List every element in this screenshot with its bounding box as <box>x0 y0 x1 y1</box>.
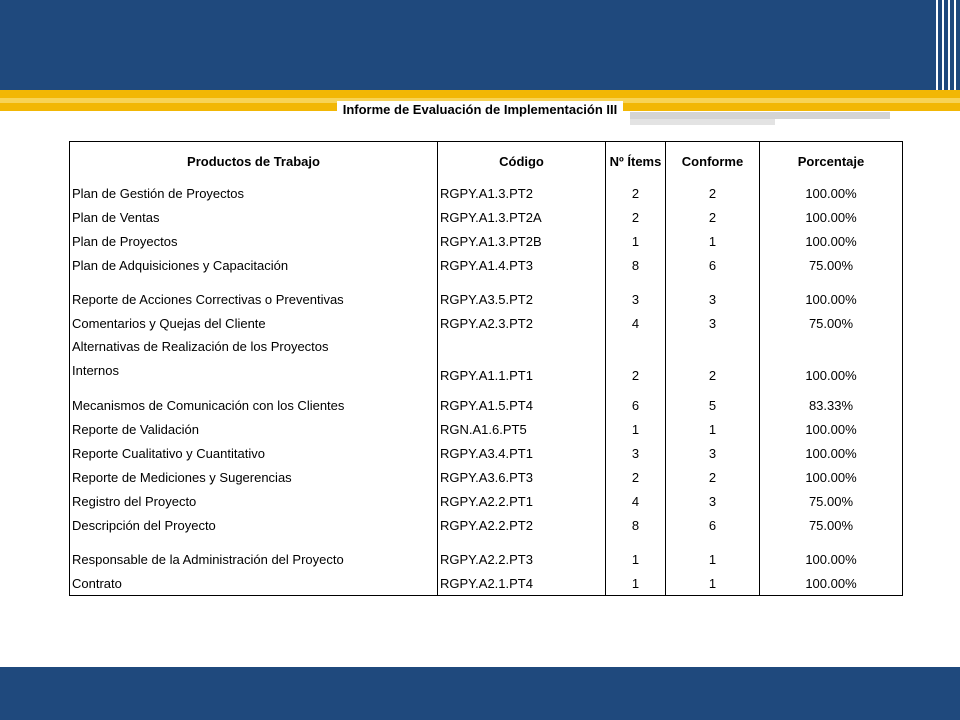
evaluation-table <box>69 141 903 596</box>
title-container <box>0 101 960 119</box>
items-cell: 2 <box>606 181 666 205</box>
conform-cell: 6 <box>666 253 760 277</box>
percentage-cell: 100.00% <box>760 335 903 383</box>
percentage-cell: 100.00% <box>760 417 903 441</box>
conform-cell: 2 <box>666 181 760 205</box>
code-cell: RGPY.A1.3.PT2A <box>438 205 606 229</box>
percentage-cell: 100.00% <box>760 465 903 489</box>
table-row <box>70 229 903 253</box>
table-row <box>70 181 903 205</box>
code-cell: RGPY.A2.2.PT3 <box>438 537 606 571</box>
code-cell: RGPY.A2.3.PT2 <box>438 311 606 335</box>
code-cell: RGPY.A2.2.PT2 <box>438 513 606 537</box>
code-cell: RGPY.A3.6.PT3 <box>438 465 606 489</box>
table-row <box>70 513 903 537</box>
code-cell: RGPY.A3.5.PT2 <box>438 277 606 311</box>
product-cell: Reporte Cualitativo y Cuantitativo <box>72 445 265 461</box>
percentage-cell: 75.00% <box>760 513 903 537</box>
code-cell: RGPY.A1.1.PT1 <box>438 335 606 383</box>
product-cell: Plan de Proyectos <box>72 233 178 249</box>
percentage-cell: 100.00% <box>760 205 903 229</box>
header-percentage: Porcentaje <box>760 142 903 182</box>
conform-cell: 1 <box>666 537 760 571</box>
items-cell: 8 <box>606 513 666 537</box>
items-cell: 1 <box>606 229 666 253</box>
product-cell: Reporte de Acciones Correctivas o Preventivas <box>72 291 344 307</box>
table-row <box>70 571 903 596</box>
conform-cell: 1 <box>666 417 760 441</box>
table-row <box>70 441 903 465</box>
product-cell: Plan de Ventas <box>72 209 160 225</box>
header-code: Código <box>438 142 606 182</box>
table-row <box>70 417 903 441</box>
product-cell: Mecanismos de Comunicación con los Clientes <box>72 397 345 413</box>
gray-accent-bar <box>630 119 775 125</box>
conform-cell: 2 <box>666 335 760 383</box>
table-row <box>70 489 903 513</box>
code-cell: RGN.A1.6.PT5 <box>438 417 606 441</box>
conform-cell: 2 <box>666 205 760 229</box>
product-cell: Registro del Proyecto <box>72 493 197 509</box>
header-products: Productos de Trabajo <box>187 154 320 169</box>
percentage-cell: 100.00% <box>760 571 903 596</box>
table-row <box>70 465 903 489</box>
code-cell: RGPY.A1.5.PT4 <box>438 383 606 417</box>
items-cell: 2 <box>606 335 666 383</box>
percentage-cell: 100.00% <box>760 441 903 465</box>
percentage-cell: 100.00% <box>760 181 903 205</box>
product-line: Alternativas de Realización de los Proyectos <box>72 339 329 354</box>
percentage-cell: 75.00% <box>760 489 903 513</box>
items-cell: 1 <box>606 537 666 571</box>
items-cell: 6 <box>606 383 666 417</box>
product-cell <box>70 335 438 383</box>
product-cell: Contrato <box>72 575 122 591</box>
conform-cell: 1 <box>666 571 760 596</box>
percentage-cell: 100.00% <box>760 537 903 571</box>
header-band <box>0 0 960 90</box>
table-row <box>70 205 903 229</box>
percentage-cell: 83.33% <box>760 383 903 417</box>
code-cell: RGPY.A2.2.PT1 <box>438 489 606 513</box>
table-row <box>70 383 903 417</box>
header-items: Nº Ítems <box>606 142 666 182</box>
items-cell: 4 <box>606 489 666 513</box>
percentage-cell: 100.00% <box>760 229 903 253</box>
items-cell: 2 <box>606 205 666 229</box>
items-cell: 3 <box>606 277 666 311</box>
product-line: Internos <box>72 363 119 378</box>
table-header-row <box>70 142 903 182</box>
product-cell: Responsable de la Administración del Proyecto <box>72 551 344 567</box>
product-cell: Plan de Gestión de Proyectos <box>72 185 244 201</box>
conform-cell: 6 <box>666 513 760 537</box>
conform-cell: 3 <box>666 489 760 513</box>
gold-stripe <box>0 90 960 98</box>
code-cell: RGPY.A1.3.PT2 <box>438 181 606 205</box>
table-row <box>70 253 903 277</box>
table-row <box>70 277 903 311</box>
percentage-cell: 75.00% <box>760 253 903 277</box>
product-cell: Comentarios y Quejas del Cliente <box>72 315 266 331</box>
conform-cell: 3 <box>666 311 760 335</box>
items-cell: 3 <box>606 441 666 465</box>
table-row <box>70 537 903 571</box>
conform-cell: 3 <box>666 441 760 465</box>
code-cell: RGPY.A3.4.PT1 <box>438 441 606 465</box>
conform-cell: 1 <box>666 229 760 253</box>
product-cell: Descripción del Proyecto <box>72 517 216 533</box>
code-cell: RGPY.A1.3.PT2B <box>438 229 606 253</box>
items-cell: 1 <box>606 571 666 596</box>
product-cell: Plan de Adquisiciones y Capacitación <box>72 257 289 273</box>
table-row <box>70 335 903 383</box>
conform-cell: 5 <box>666 383 760 417</box>
items-cell: 1 <box>606 417 666 441</box>
product-cell: Reporte de Mediciones y Sugerencias <box>72 469 292 485</box>
percentage-cell: 75.00% <box>760 311 903 335</box>
header-conform: Conforme <box>666 142 760 182</box>
conform-cell: 2 <box>666 465 760 489</box>
code-cell: RGPY.A2.1.PT4 <box>438 571 606 596</box>
items-cell: 4 <box>606 311 666 335</box>
code-cell: RGPY.A1.4.PT3 <box>438 253 606 277</box>
percentage-cell: 100.00% <box>760 277 903 311</box>
items-cell: 2 <box>606 465 666 489</box>
items-cell: 8 <box>606 253 666 277</box>
conform-cell: 3 <box>666 277 760 311</box>
page-title: Informe de Evaluación de Implementación III <box>337 101 624 118</box>
footer-band <box>0 667 960 720</box>
product-cell: Reporte de Validación <box>72 421 199 437</box>
table-row <box>70 311 903 335</box>
